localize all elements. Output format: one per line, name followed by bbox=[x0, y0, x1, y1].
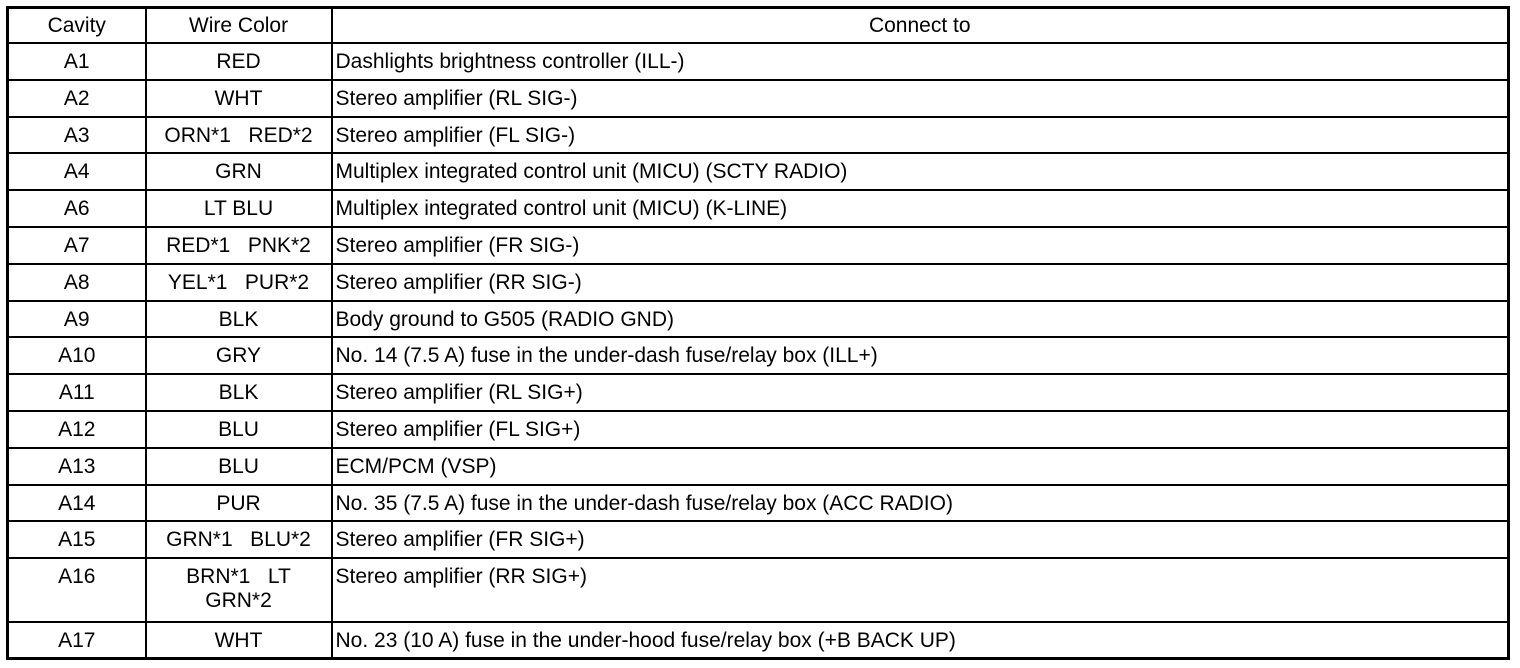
cavity-cell: A11 bbox=[8, 374, 146, 411]
cavity-cell: A17 bbox=[8, 622, 146, 659]
table-row bbox=[8, 227, 1509, 264]
wire-color-cell: PUR bbox=[146, 485, 332, 522]
wire-color-cell: WHT bbox=[146, 80, 332, 117]
cavity-cell: A14 bbox=[8, 485, 146, 522]
connect-to-cell: Stereo amplifier (FL SIG-) bbox=[332, 117, 1509, 154]
wire-color-cell: RED bbox=[146, 43, 332, 80]
connect-to-cell: Stereo amplifier (RR SIG-) bbox=[332, 264, 1509, 301]
table-body bbox=[8, 43, 1509, 659]
table-row bbox=[8, 43, 1509, 80]
wire-color-cell: WHT bbox=[146, 622, 332, 659]
connect-to-cell: Stereo amplifier (FL SIG+) bbox=[332, 411, 1509, 448]
connect-to-cell: No. 14 (7.5 A) fuse in the under-dash fuse/relay box (ILL+) bbox=[332, 337, 1509, 374]
connect-to-cell: Stereo amplifier (FR SIG+) bbox=[332, 521, 1509, 558]
wire-color-cell: BRN*1 LT GRN*2 bbox=[146, 558, 332, 622]
connect-to-cell: Stereo amplifier (RL SIG+) bbox=[332, 374, 1509, 411]
wire-color-cell: BLK bbox=[146, 374, 332, 411]
cavity-cell: A3 bbox=[8, 117, 146, 154]
cavity-cell: A10 bbox=[8, 337, 146, 374]
table-row bbox=[8, 448, 1509, 485]
table-row bbox=[8, 622, 1509, 659]
wire-color-cell: GRN*1 BLU*2 bbox=[146, 521, 332, 558]
cavity-cell: A12 bbox=[8, 411, 146, 448]
table-row bbox=[8, 80, 1509, 117]
cavity-cell: A8 bbox=[8, 264, 146, 301]
cavity-cell: A4 bbox=[8, 153, 146, 190]
connector-pinout-table bbox=[6, 6, 1510, 660]
header-wire-color: Wire Color bbox=[146, 8, 332, 44]
table-row bbox=[8, 264, 1509, 301]
wire-color-cell: BLK bbox=[146, 301, 332, 338]
cavity-cell: A7 bbox=[8, 227, 146, 264]
cavity-cell: A16 bbox=[8, 558, 146, 622]
table-row bbox=[8, 374, 1509, 411]
table-row bbox=[8, 117, 1509, 154]
connect-to-cell: Body ground to G505 (RADIO GND) bbox=[332, 301, 1509, 338]
connect-to-cell: Stereo amplifier (FR SIG-) bbox=[332, 227, 1509, 264]
wire-color-cell: ORN*1 RED*2 bbox=[146, 117, 332, 154]
cavity-cell: A9 bbox=[8, 301, 146, 338]
wire-color-cell: BLU bbox=[146, 411, 332, 448]
connect-to-cell: ECM/PCM (VSP) bbox=[332, 448, 1509, 485]
connect-to-cell: Stereo amplifier (RR SIG+) bbox=[332, 558, 1509, 622]
connect-to-cell: Dashlights brightness controller (ILL-) bbox=[332, 43, 1509, 80]
wire-color-cell: YEL*1 PUR*2 bbox=[146, 264, 332, 301]
cavity-cell: A6 bbox=[8, 190, 146, 227]
wire-color-cell: GRN bbox=[146, 153, 332, 190]
table-row bbox=[8, 337, 1509, 374]
connect-to-cell: No. 35 (7.5 A) fuse in the under-dash fuse/relay box (ACC RADIO) bbox=[332, 485, 1509, 522]
header-cavity: Cavity bbox=[8, 8, 146, 44]
wire-color-cell: RED*1 PNK*2 bbox=[146, 227, 332, 264]
connect-to-cell: Multiplex integrated control unit (MICU) (SCTY RADIO) bbox=[332, 153, 1509, 190]
table-row bbox=[8, 301, 1509, 338]
header-connect-to: Connect to bbox=[332, 8, 1509, 44]
connect-to-cell: No. 23 (10 A) fuse in the under-hood fuse/relay box (+B BACK UP) bbox=[332, 622, 1509, 659]
header-row bbox=[8, 8, 1509, 44]
cavity-cell: A15 bbox=[8, 521, 146, 558]
cavity-cell: A13 bbox=[8, 448, 146, 485]
table-row bbox=[8, 190, 1509, 227]
table-row bbox=[8, 485, 1509, 522]
table-row bbox=[8, 411, 1509, 448]
wire-color-cell: BLU bbox=[146, 448, 332, 485]
connect-to-cell: Stereo amplifier (RL SIG-) bbox=[332, 80, 1509, 117]
table-row bbox=[8, 153, 1509, 190]
wire-color-cell: LT BLU bbox=[146, 190, 332, 227]
cavity-cell: A2 bbox=[8, 80, 146, 117]
table-row bbox=[8, 521, 1509, 558]
table-row bbox=[8, 558, 1509, 622]
connector-table-wrapper bbox=[6, 6, 1510, 660]
cavity-cell: A1 bbox=[8, 43, 146, 80]
connect-to-cell: Multiplex integrated control unit (MICU) (K-LINE) bbox=[332, 190, 1509, 227]
wire-color-cell: GRY bbox=[146, 337, 332, 374]
